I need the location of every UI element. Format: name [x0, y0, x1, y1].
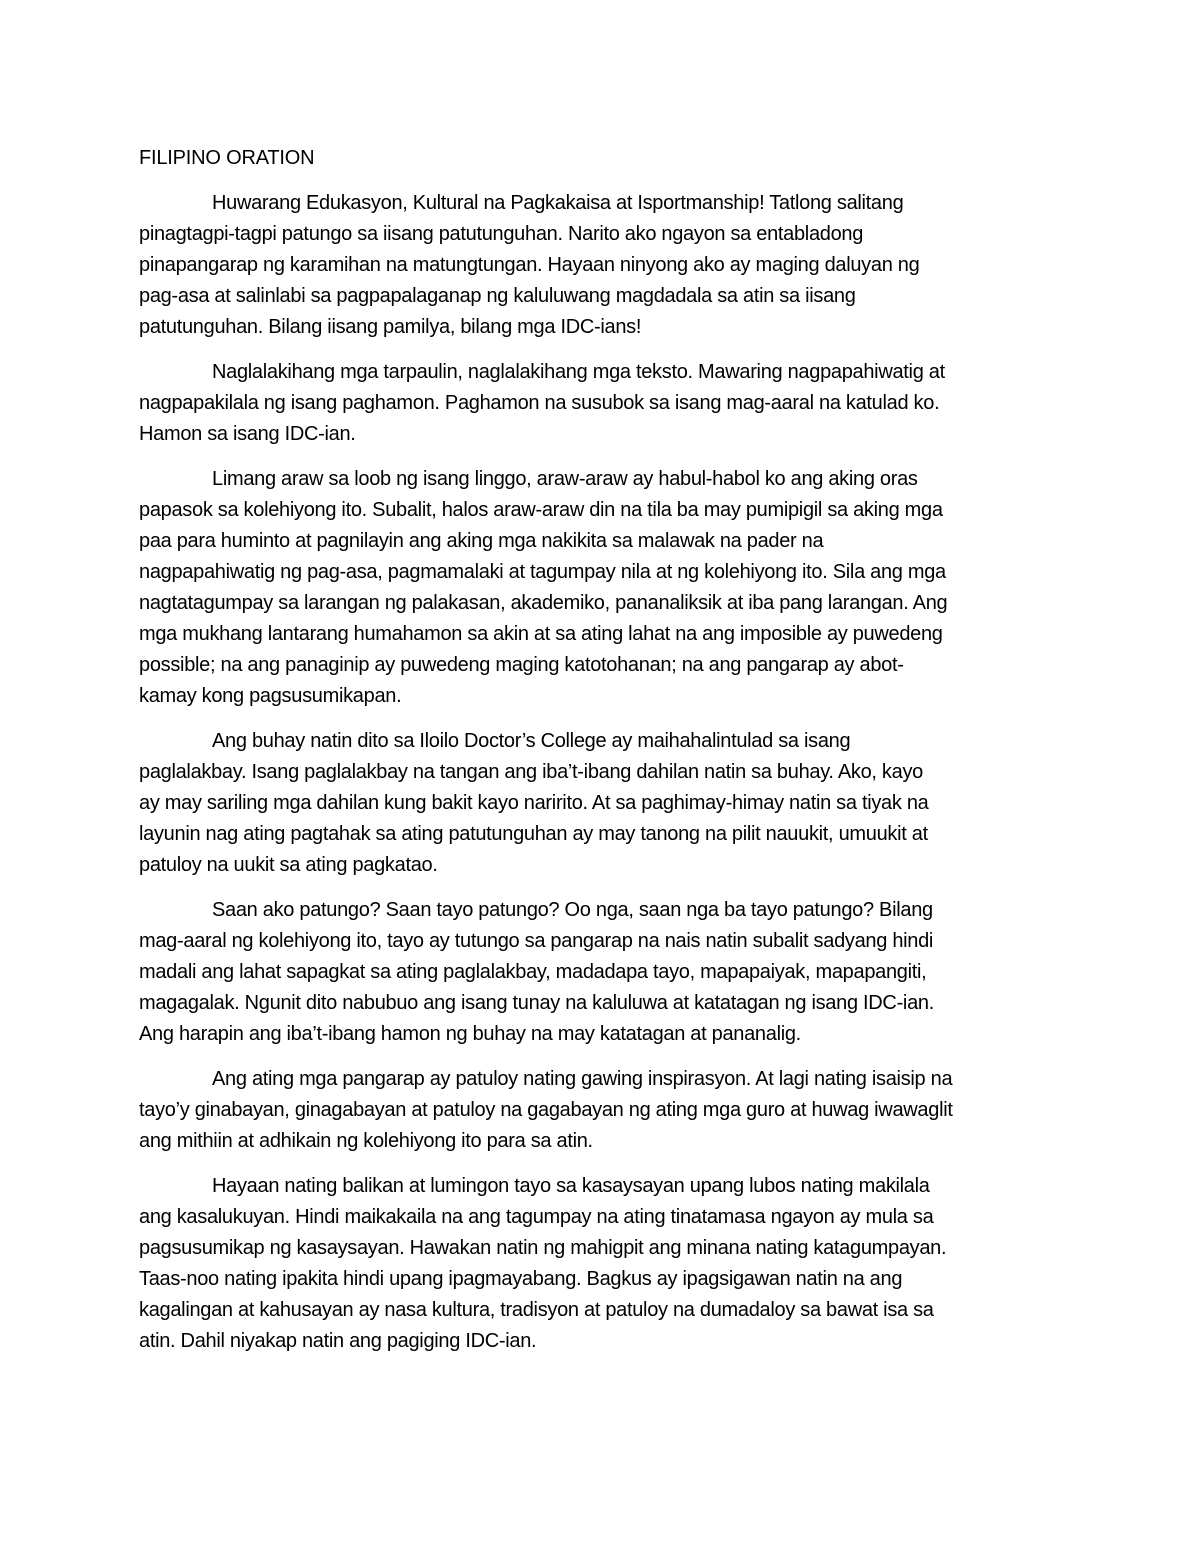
paragraph-line: nagtatagumpay sa larangan ng palakasan, akademiko, pananaliksik at iba pang larangan. Ang: [139, 592, 948, 614]
paragraph-line: Huwarang Edukasyon, Kultural na Pagkakaisa at Isportmanship! Tatlong salitang: [212, 192, 904, 214]
paragraph-line: Ang harapin ang iba’t-ibang hamon ng buhay na may katatagan at pananalig.: [139, 1023, 801, 1045]
document-page: [139, 143, 1061, 1371]
paragraph-line: Naglalakihang mga tarpaulin, naglalakihang mga teksto. Mawaring nagpapahiwatig at: [212, 361, 945, 383]
paragraph-line: kamay kong pagsusumikapan.: [139, 685, 402, 707]
paragraph-line: nagpapakilala ng isang paghamon. Paghamon na susubok sa isang mag-aaral na katulad ko.: [139, 392, 940, 414]
paragraph-line: madali ang lahat sapagkat sa ating paglalakbay, madadapa tayo, mapapaiyak, mapapangiti,: [139, 961, 927, 983]
paragraph-line: pagsusumikap ng kasaysayan. Hawakan natin ng mahigpit ang minana nating katagumpayan.: [139, 1237, 947, 1259]
paragraph-line: ang mithiin at adhikain ng kolehiyong ito para sa atin.: [139, 1130, 593, 1152]
document-body: [139, 188, 1061, 1357]
paragraph-line: paglalakbay. Isang paglalakbay na tangan ang iba’t-ibang dahilan natin sa buhay. Ako, kayo: [139, 761, 923, 783]
paragraph: [139, 1064, 1061, 1157]
paragraph: [139, 188, 1061, 343]
paragraph-line: nagpapahiwatig ng pag-asa, pagmamalaki at tagumpay nila at ng kolehiyong ito. Sila ang mga: [139, 561, 946, 583]
paragraph-line: possible; na ang panaginip ay puwedeng maging katotohanan; na ang pangarap ay abot-: [139, 654, 904, 676]
paragraph-line: paa para huminto at pagnilayin ang aking mga nakikita sa malawak na pader na: [139, 530, 824, 552]
paragraph-line: patuloy na uukit sa ating pagkatao.: [139, 854, 438, 876]
paragraph: [139, 895, 1061, 1050]
paragraph-line: Hamon sa isang IDC-ian.: [139, 423, 356, 445]
paragraph-line: atin. Dahil niyakap natin ang pagiging IDC-ian.: [139, 1330, 537, 1352]
paragraph-line: Ang buhay natin dito sa Iloilo Doctor’s College ay maihahalintulad sa isang: [212, 730, 851, 752]
paragraph-line: Saan ako patungo? Saan tayo patungo? Oo nga, saan nga ba tayo patungo? Bilang: [212, 899, 933, 921]
paragraph-line: Ang ating mga pangarap ay patuloy nating gawing inspirasyon. At lagi nating isaisip na: [212, 1068, 953, 1090]
paragraph: [139, 726, 1061, 881]
paragraph-line: Limang araw sa loob ng isang linggo, araw-araw ay habul-habol ko ang aking oras: [212, 468, 918, 490]
paragraph-line: kagalingan at kahusayan ay nasa kultura, tradisyon at patuloy na dumadaloy sa bawat isa sa: [139, 1299, 934, 1321]
document-title: FILIPINO ORATION: [139, 147, 315, 169]
paragraph-line: ang kasalukuyan. Hindi maikakaila na ang tagumpay na ating tinatamasa ngayon ay mula sa: [139, 1206, 934, 1228]
paragraph-line: papasok sa kolehiyong ito. Subalit, halos araw-araw din na tila ba may pumipigil sa aking mga: [139, 499, 943, 521]
paragraph: [139, 464, 1061, 712]
paragraph-line: mga mukhang lantarang humahamon sa akin at sa ating lahat na ang imposible ay puwedeng: [139, 623, 943, 645]
paragraph-line: Taas-noo nating ipakita hindi upang ipagmayabang. Bagkus ay ipagsigawan natin na ang: [139, 1268, 903, 1290]
paragraph: [139, 1171, 1061, 1357]
paragraph-line: Hayaan nating balikan at lumingon tayo sa kasaysayan upang lubos nating makilala: [212, 1175, 930, 1197]
paragraph-line: magagalak. Ngunit dito nabubuo ang isang tunay na kaluluwa at katatagan ng isang IDC-ian.: [139, 992, 934, 1014]
paragraph-line: mag-aaral ng kolehiyong ito, tayo ay tutungo sa pangarap na nais natin subalit sadyang hindi: [139, 930, 934, 952]
paragraph-line: pinapangarap ng karamihan na matungtungan. Hayaan ninyong ako ay maging daluyan ng: [139, 254, 920, 276]
paragraph-line: layunin nag ating pagtahak sa ating patutunguhan ay may tanong na pilit nauukit, umuukit at: [139, 823, 928, 845]
paragraph-line: tayo’y ginabayan, ginagabayan at patuloy na gagabayan ng ating mga guro at huwag iwawaglit: [139, 1099, 953, 1121]
paragraph-line: pag-asa at salinlabi sa pagpapalaganap ng kaluluwang magdadala sa atin sa iisang: [139, 285, 856, 307]
paragraph-line: ay may sariling mga dahilan kung bakit kayo naririto. At sa paghimay-himay natin sa tiyak na: [139, 792, 929, 814]
paragraph-line: patutunguhan. Bilang iisang pamilya, bilang mga IDC-ians!: [139, 316, 642, 338]
paragraph: [139, 357, 1061, 450]
paragraph-line: pinagtagpi-tagpi patungo sa iisang patutunguhan. Narito ako ngayon sa entabladong: [139, 223, 864, 245]
